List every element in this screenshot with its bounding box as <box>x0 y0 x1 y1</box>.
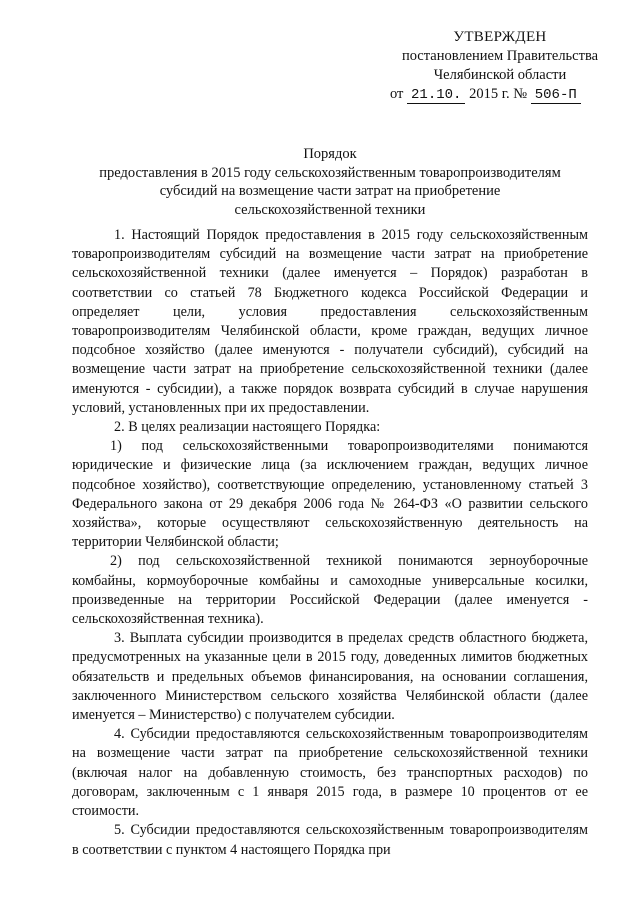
document-body <box>72 226 588 860</box>
approval-date-line <box>380 85 620 105</box>
paragraph-2: 2. В целях реализации настоящего Порядка: <box>114 419 381 436</box>
title-line-2: предоставления в 2015 году сельскохозяйственным товаропроизводителям <box>99 164 561 181</box>
approval-heading: УТВЕРЖДЕН <box>453 29 547 45</box>
paragraph-1: 1. Настоящий Порядок предоставления в 2015 году сельскохозяйственным товаропроизводителям субсидий на возмещение части затрат на приобретение сельскохозяйственной техники (далее именуется – Порядок) разработан в соответствии со статьей 78 Бюджетного кодекса Российской Федерации и определяет цели, условия предоставления сельскохозяйственным товаропроизводителям Челябинской области, кроме граждан, ведущих личное подсобное хозяйство (далее именуются - получатели субсидий), субсидий на возмещение части затрат на приобретение сельскохозяйственной техники (далее именуются - субсидии), а также порядок возврата субсидий в случае нарушения условий, установленных при их предоставлении. <box>72 227 588 416</box>
paragraph-4: 4. Субсидии предоставляются сельскохозяйственным товаропроизводителям на возмещение части затрат па приобретение сельскохозяйственной техники (включая налог на добавленную стоимость, без транспортных расходов) по договорам, заключенным с 1 января 2015 года, в размере 10 процентов от ее стоимости. <box>72 726 588 820</box>
document-title <box>70 145 590 219</box>
title-line-3: субсидий на возмещение части затрат на приобретение <box>159 183 501 199</box>
approval-block <box>380 28 620 105</box>
title-line-4: сельскохозяйственной техники <box>234 201 426 218</box>
paragraph-2-2: 2) под сельскохозяйственной техникой понимаются зерноуборочные комбайны, кормоуборочные комбайны и самоходные универсальные косилки, произведенные на территории Российской Федерации (далее именуется - сельскохозяйственная техника). <box>72 553 588 628</box>
date-suffix: 2015 г. № <box>469 86 528 102</box>
date-prefix: от <box>390 86 404 102</box>
approval-line-1: постановлением Правительства <box>401 48 599 64</box>
title-line-1: Порядок <box>303 146 357 162</box>
handwritten-date: 21.10. <box>407 87 465 104</box>
approval-line-2: Челябинской области <box>433 67 567 83</box>
paragraph-5: 5. Субсидии предоставляются сельскохозяйственным товаропроизводителям в соответствии с пунктом 4 настоящего Порядка при <box>72 822 588 858</box>
paragraph-3: 3. Выплата субсидии производится в пределах средств областного бюджета, предусмотренных на указанные цели в 2015 году, доведенных лимитов бюджетных обязательств и предельных объемов финансирования, на основании соглашения, заключенного Министерством сельского хозяйства Челябинской области (далее именуется – Министерство) с получателем субсидии. <box>72 630 588 724</box>
handwritten-number: 506-П <box>531 87 581 104</box>
paragraph-2-1: 1) под сельскохозяйственными товаропроизводителями понимаются юридические и физические лица (за исключением граждан, ведущих личное подсобное хозяйство), соответствующие определению, установленному статьей 3 Федерального закона от 29 декабря 2006 года № 264-ФЗ «О развитии сельского хозяйства», которые осуществляют сельскохозяйственную деятельность на территории Челябинской области; <box>72 438 588 551</box>
